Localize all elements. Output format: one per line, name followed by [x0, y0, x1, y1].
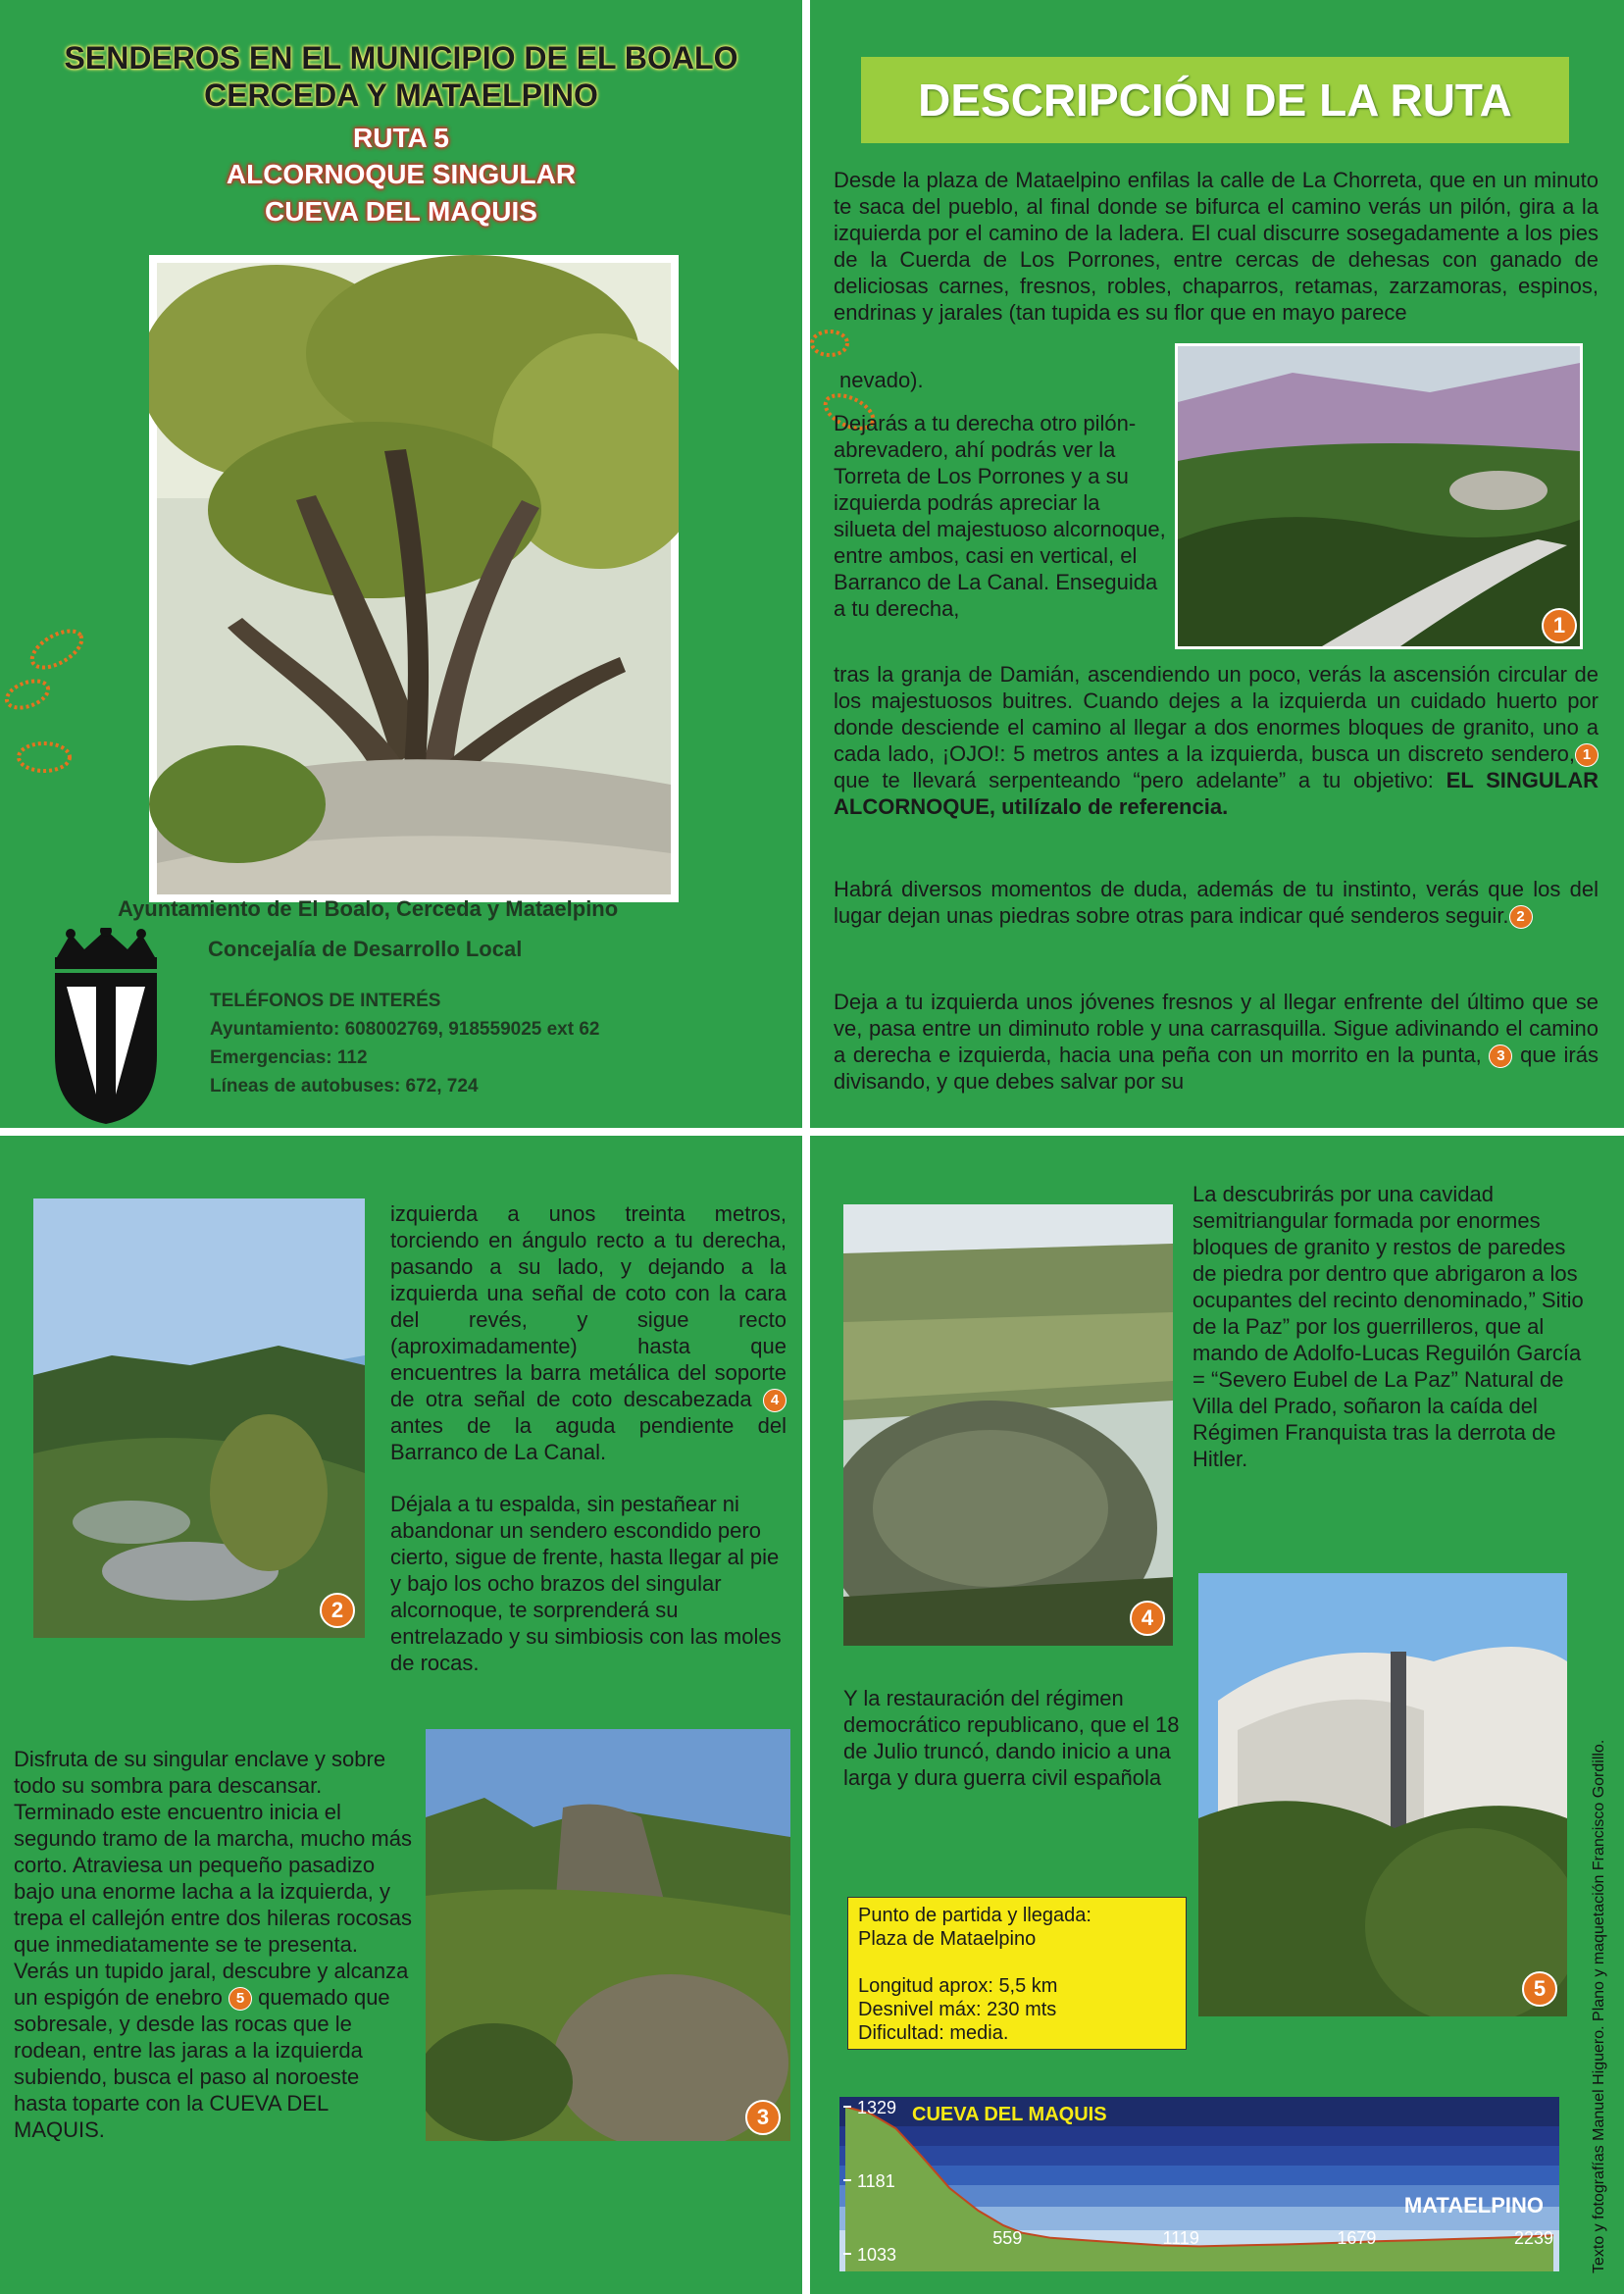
route-difficulty: Dificultad: media. [858, 2022, 1009, 2044]
section-heading-box [861, 57, 1569, 143]
credits-vertical: Texto y fotografías Manuel Higuero. Plano y maquetación Francisco Gordillo. [1591, 1739, 1607, 2273]
start-point-label: Punto de partida y llegada: [858, 1905, 1091, 1926]
path-photo-3 [426, 1729, 790, 2141]
inline-badge-2: 2 [1509, 905, 1533, 929]
description-paragraph-4: Habrá diversos momentos de duda, además de tu instinto, verás que los del lugar dejan unas piedras sobre otras para indicar qué senderos seguir. 2 [834, 877, 1599, 928]
x-tick-label: 1119 [1162, 2228, 1199, 2248]
route-length: Longitud aprox: 5,5 km [858, 1975, 1058, 1997]
section-heading: DESCRIPCIÓN DE LA RUTA [918, 75, 1512, 126]
page3-paragraph-3: Disfruta de su singular enclave y sobre todo su sombra para descansar. Terminado este encuentro inicia el segundo tramo de la marcha, mucho más corto. Atraviesa un pequeño pasadizo bajo una enorme lacha a la izquierda, y trepa el callejón entre dos hileras rocosas que inmediatamente se te presenta. Verás un tupido jaral, descubre y alcanza un espigón de enebro 5 quemado que sobresale, y desde las rocas que le rodean, entre las jaras a la izquierda subiendo, busca el paso al noroeste hasta toparte con la CUEVA DEL MAQUIS. [14, 1747, 413, 2143]
photo-number-badge: 4 [1130, 1601, 1165, 1636]
phone-emergencias: Emergencias: 112 [210, 1047, 368, 1068]
inline-badge-1: 1 [1575, 743, 1599, 767]
concejalia-label: Concejalía de Desarrollo Local [208, 937, 523, 961]
y-tick-label: 1329 [857, 2098, 897, 2117]
inline-badge-4: 4 [763, 1389, 787, 1412]
y-tick-label: 1181 [857, 2171, 895, 2191]
route-number: RUTA 5 [353, 123, 449, 153]
photo-number-badge: 3 [745, 2100, 781, 2135]
footprints-icon [0, 608, 108, 804]
phones-title: TELÉFONOS DE INTERÉS [210, 991, 441, 1011]
coat-of-arms-icon [51, 928, 161, 1124]
x-tick-label: 1679 [1337, 2228, 1377, 2248]
description-paragraph-2: Dejarás a tu derecha otro pilón- abrevadero, ahí podrás ver la Torreta de Los Porrones y a su izquierda podrás apreciar la silueta del majestuoso alcornoque, entre ambos, casi en vertical, el Barranco de La Canal. Enseguida a tu derecha, [834, 411, 1166, 621]
route-panel-4 [810, 1136, 1624, 2294]
path-photo-4 [843, 1204, 1173, 1646]
cork-oak-photo [149, 255, 679, 902]
page4-paragraph-1: La descubrirás por una cavidad semitriangular formada por enormes bloques de granito y restos de paredes de piedra por dentro que abrigaron a los ocupantes del recinto denominado,” Sitio de la Paz” por los guerrilleros, que al mando de Adolfo-Lucas Reguilón García = “Severo Eubel de La Paz” Natural de Villa del Prado, soñaron la caída del Régimen Franquista tras la derrota de Hitler. [1193, 1182, 1584, 1471]
x-tick-label: 559 [992, 2228, 1023, 2248]
chart-end-label: MATAELPINO [1403, 2193, 1544, 2218]
path-photo-1 [1175, 343, 1583, 649]
phone-bus-lines: Líneas de autobuses: 672, 724 [210, 1076, 479, 1096]
cover-panel [0, 0, 802, 1128]
route-panel-3 [0, 1136, 802, 2294]
ayuntamiento-label: Ayuntamiento de El Boalo, Cerceda y Mataelpino [118, 896, 619, 921]
start-point-value: Plaza de Mataelpino [858, 1928, 1037, 1950]
phone-ayuntamiento: Ayuntamiento: 608002769, 918559025 ext 62 [210, 1019, 600, 1040]
path-photo-5 [1198, 1573, 1567, 2016]
description-paragraph-3: tras la granja de Damián, ascendiendo un poco, verás la ascensión circular de los majestuosos buitres. Cuando dejes a la izquierda un cuidado huerto por donde desciende el camino al llegar a dos enormes bloques de granito, uno a cada lado, ¡OJO!: 5 metros antes a la izquierda, busca un discreto sendero, 1que te llevará serpenteando “pero adelante” a tu objetivo: EL SINGULAR ALCORNOQUE, utilízalo de referencia. [834, 662, 1599, 820]
cover-title-line1: SENDEROS EN EL MUNICIPIO DE EL BOALO [64, 40, 738, 76]
description-paragraph-5: Deja a tu izquierda unos jóvenes fresnos y al llegar enfrente del último que se ve, pasa entre un diminuto roble y una carrasquilla. Sigue adivinando el camino a derecha e izquierda, hacia una peña con un morrito en la punta, 3 que irás divisando, y que debes salvar por su [834, 990, 1599, 1095]
inline-badge-5: 5 [228, 1987, 252, 2011]
page4-paragraph-2: Y la restauración del régimen democrático republicano, que el 18 de Julio truncó, dando inicio a una larga y dura guerra civil española [843, 1686, 1180, 1790]
path-photo-2 [33, 1198, 365, 1638]
chart-title: CUEVA DEL MAQUIS [912, 2104, 1107, 2125]
y-tick-label: 1033 [857, 2245, 897, 2265]
description-panel [810, 0, 1624, 1128]
route-name-2: CUEVA DEL MAQUIS [265, 196, 537, 227]
photo-number-badge: 1 [1542, 608, 1577, 643]
photo-number-badge: 2 [320, 1593, 355, 1628]
elevation-profile-chart [839, 2097, 1559, 2271]
route-info-box [847, 1897, 1187, 2050]
description-paragraph-1-end: nevado). [839, 368, 924, 392]
page3-paragraph-2: Déjala a tu espalda, sin pestañear ni abandonar un sendero escondido pero cierto, sigue de frente, hasta llegar al pie y bajo los ocho brazos del singular alcornoque, te sorprenderá su entrelazado y su simbiosis con las moles de rocas. [390, 1492, 782, 1675]
route-name-1: ALCORNOQUE SINGULAR [226, 159, 577, 189]
cover-title-line2: CERCEDA Y MATAELPINO [204, 77, 598, 113]
inline-badge-3: 3 [1489, 1045, 1512, 1068]
route-elevation: Desnivel máx: 230 mts [858, 1999, 1057, 2020]
page3-paragraph-1: izquierda a unos treinta metros, torciendo en ángulo recto a tu derecha, pasando a su lado, y dejando a la izquierda una señal de coto con la cara del revés, y sigue recto (aproximadamente) hasta que encuentres la barra metálica del soporte de otra señal de coto descabezada 4 antes de la aguda pendiente del Barranco de La Canal. [390, 1201, 787, 1465]
description-paragraph-1: Desde la plaza de Mataelpino enfilas la calle de La Chorreta, que en un minuto te saca del pueblo, al final donde se bifurca el camino verás un pilón, gira a la izquierda por el camino de la ladera. El cual discurre sosegadamente a los pies de la Cuerda de Los Porrones, entre cercas de dehesas con ganado de deliciosas carnes, fresnos, robles, chaparros, retamas, zarzamoras, espinos, endrinas y jarales (tan tupida es su flor que en mayo parece [834, 168, 1599, 325]
x-tick-label: 2239 [1513, 2228, 1553, 2248]
photo-number-badge: 5 [1522, 1971, 1557, 2007]
